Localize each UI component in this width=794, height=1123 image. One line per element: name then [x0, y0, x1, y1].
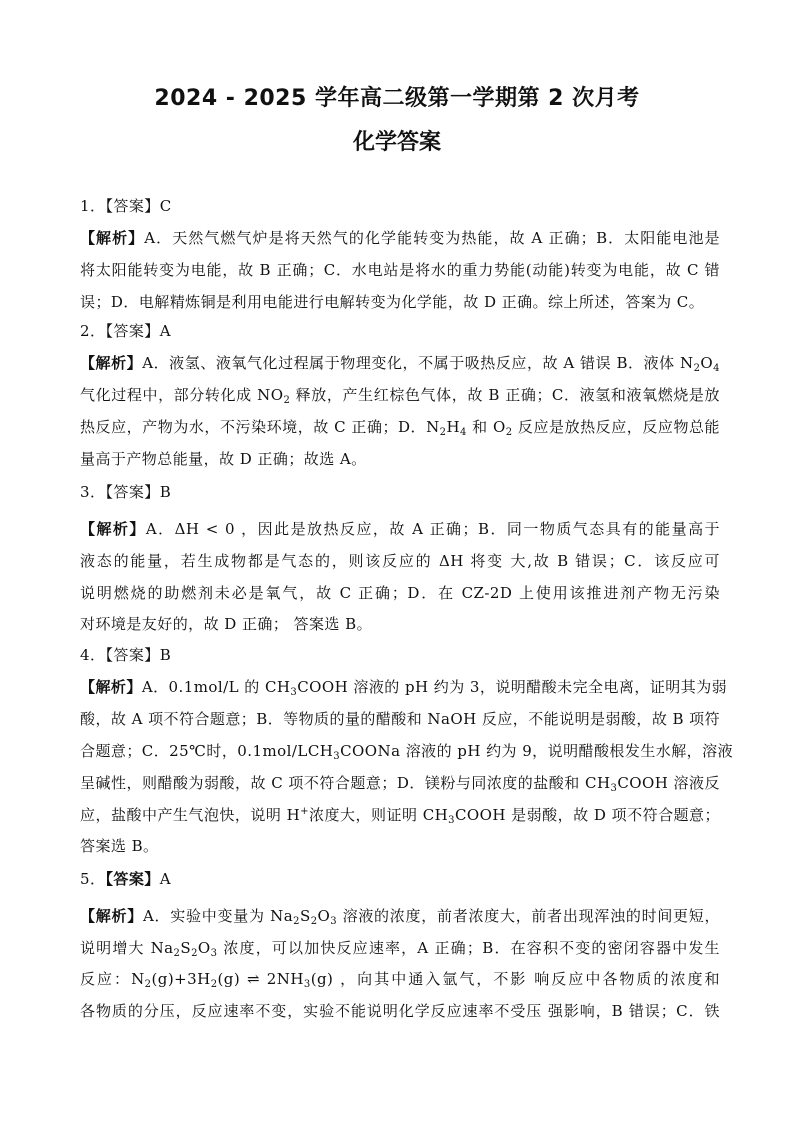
exam-title: 2024 - 2025 学年高二级第一学期第 2 次月考 [154, 86, 640, 111]
q1-answer-label: 【答案】 [105, 197, 160, 215]
q5-analysis-label: 【解析】 [80, 907, 143, 925]
q3-answer-value: B [159, 483, 172, 501]
q3-analysis-line-4: 对环境是友好的，故 D 正确； 答案选 B。 [80, 615, 373, 633]
q1-number: 1． [80, 197, 106, 215]
q4-analysis-label: 【解析】 [80, 678, 142, 696]
q3-answer-line [80, 482, 720, 502]
q2-analysis-line-1: 【解析】A．液氢、液氧气化过程属于物理变化，不属于吸热反应，故 A 错误 B．液体 $N_2O_4$ [80, 354, 720, 374]
q4-analysis-line-5: 应，盐酸中产生气泡快，说明 H+浓度大，则证明 $CH_3COOH$ 是弱酸，故 D 项不符合题意； [80, 806, 720, 826]
q1-analysis-line-1: 【解析】A．天然气燃气炉是将天然气的化学能转变为热能，故 A 正确；B．太阳能电池是 [80, 229, 720, 247]
q5-answer-label: 【答案】 [105, 870, 160, 888]
q2-answer-line [80, 321, 720, 341]
q5-analysis-line-3: 反应：$N_2(g)+3H_2(g)$ ⇌ $2NH_3(g)$ ，向其中通入氩气，不影 响反应中各物质的浓度和 [80, 970, 720, 990]
q2-number: 2． [80, 322, 106, 340]
q1-analysis-line-2: 将太阳能转变为电能，故 B 正确；C．水电站是将水的重力势能(动能)转变为电能，故 C 错 [80, 261, 720, 279]
q4-analysis-line-4: 呈碱性，则醋酸为弱酸，故 C 项不符合题意；D．镁粉与同浓度的盐酸和 $CH_3COOH$ 溶液反 [80, 774, 720, 794]
q1-analysis-line-3: 误；D．电解精炼铜是利用电能进行电解转变为化学能，故 D 正确。综上所述，答案为 C。 [80, 293, 705, 311]
q3-analysis-label: 【解析】 [80, 520, 146, 538]
q3-number: 3． [80, 483, 106, 501]
q4-analysis-line-2: 酸，故 A 项不符合题意；B．等物质的量的醋酸和 NaOH 反应，不能说明是弱酸，故 B 项符 [80, 710, 721, 728]
q5-answer-line [80, 869, 720, 889]
q4-analysis-line-3: 合题意；C．25℃时，$0.1mol/LCH_3COONa$ 溶液的 pH 约为 9，说明醋酸根发生水解，溶液 [80, 742, 734, 762]
q1-analysis-label: 【解析】 [80, 229, 145, 247]
q5-analysis-line-4: 各物质的分压，反应速率不变，实验不能说明化学反应速率不受压 强影响，B 错误；C．铁 [80, 1002, 720, 1020]
q5-analysis-line-2: 说明增大 $Na_2S_2O_3$ 浓度，可以加快反应速率，A 正确；B．在容积不变的密闭容器中发生 [80, 939, 720, 959]
q3-answer-label: 【答案】 [105, 483, 160, 501]
q1-answer-line [80, 196, 720, 216]
q4-number: 4． [80, 646, 106, 664]
q3-analysis-line-3: 说明燃烧的助燃剂未必是氧气，故 C 正确；D．在 CZ-2D 上使用该推进剂产物无污染 [80, 584, 720, 602]
q4-answer-value: B [159, 646, 172, 664]
q4-answer-label: 【答案】 [105, 646, 160, 664]
q2-analysis-label: 【解析】 [80, 354, 143, 372]
q4-analysis-line-1: 【解析】A．0.1mol/L 的 $CH_3COOH$ 溶液的 pH 约为 3，说明醋酸未完全电离，证明其为弱 [80, 678, 728, 698]
q5-analysis-line-1: 【解析】A．实验中变量为 $Na_2S_2O_3$ 溶液的浓度，前者浓度大，前者出现浑浊的时间更短， [80, 907, 720, 927]
q5-answer-value: A [159, 870, 172, 888]
q2-analysis-line-3: 热反应，产物为水，不污染环境，故 C 正确；D．$N_2H_4$ 和 $O_2$ 反应是放热反应，反应物总能 [80, 418, 720, 438]
q2-answer-value: A [159, 322, 172, 340]
q2-answer-label: 【答案】 [105, 322, 160, 340]
q4-analysis-line-6: 答案选 B。 [80, 837, 159, 855]
q4-answer-line [80, 645, 720, 665]
q2-analysis-line-4: 量高于产物总能量，故 D 正确；故选 A。 [80, 450, 367, 468]
q3-analysis-line-2: 液态的能量，若生成物都是气态的，则该反应的 ΔH 将变 大,故 B 错误；C．该反应可 [80, 552, 720, 570]
exam-subtitle: 化学答案 [352, 130, 441, 155]
q2-analysis-line-2: 气化过程中，部分转化成 $NO_2$ 释放，产生红棕色气体，故 B 正确；C．液氢和液氧燃烧是放 [80, 386, 720, 406]
q3-analysis-line-1: 【解析】A．ΔH < 0 ，因此是放热反应，故 A 正确；B．同一物质气态具有的能量高于 [80, 520, 720, 538]
q1-answer-value: C [159, 197, 172, 215]
q5-number: 5． [80, 870, 106, 888]
